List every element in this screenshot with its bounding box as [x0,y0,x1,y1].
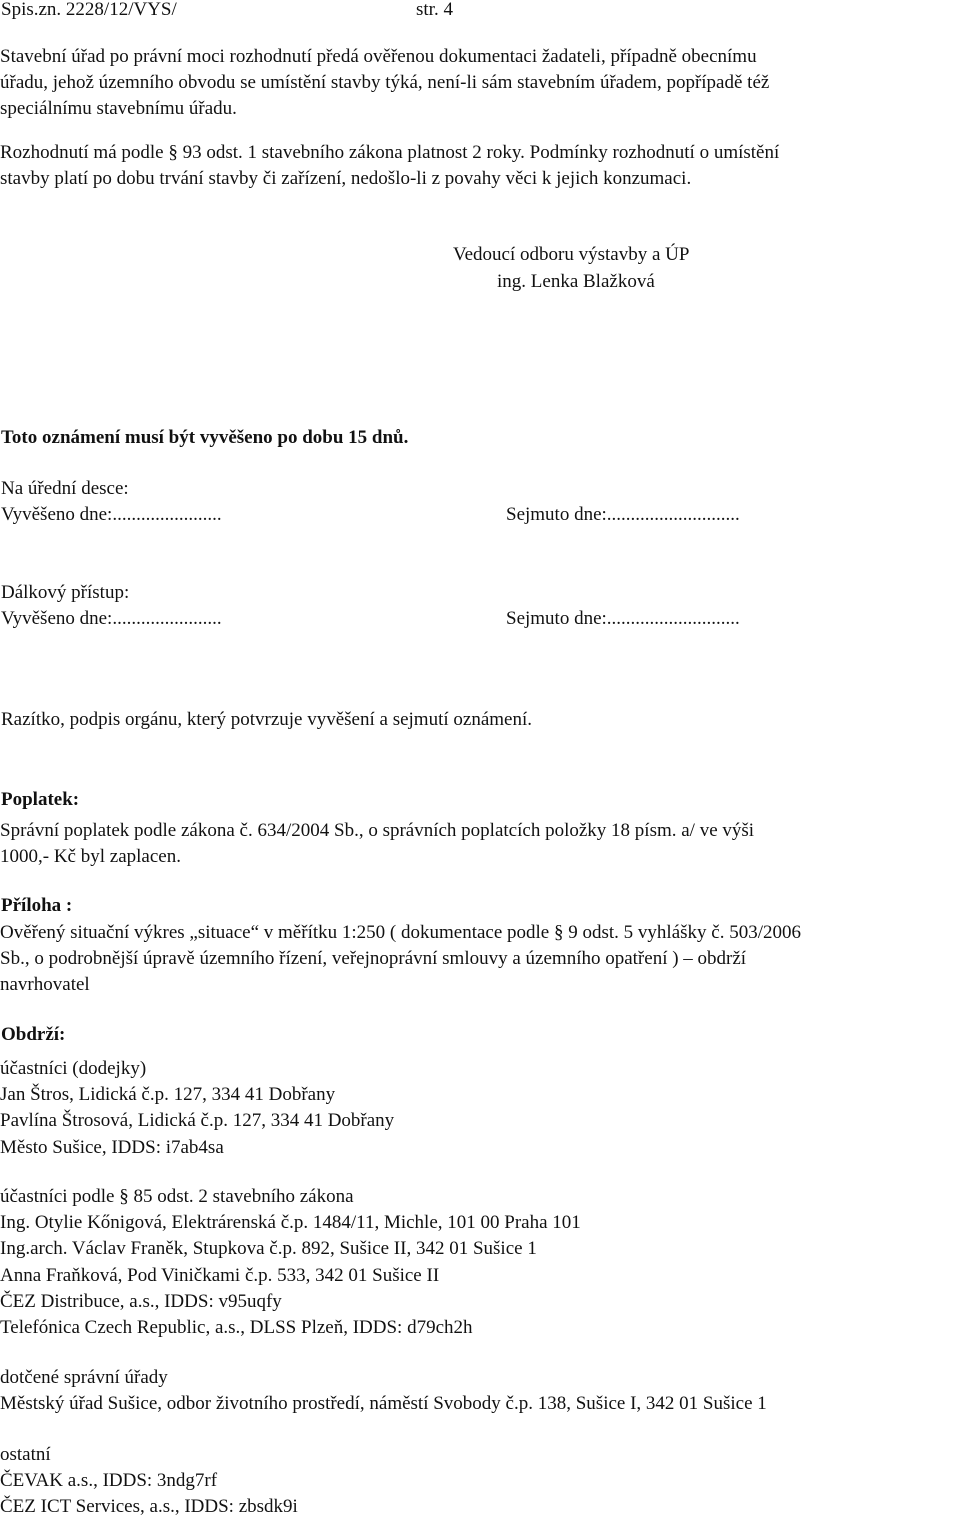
signatory-name: ing. Lenka Blažková [497,271,655,292]
text-line: 1000,- Kč byl zaplacen. [0,846,181,868]
text-line: Správní poplatek podle zákona č. 634/2004 Sb., o správních poplatcích položky 18 písm. a/ ve výši [0,820,755,841]
list-item: ČEZ Distribuce, a.s., IDDS: v95uqfy [0,1290,282,1312]
attachment-text [0,920,956,999]
remote-removed-field: Sejmuto dne:............................ [506,608,740,629]
remote-posted-field: Vyvěšeno dne:....................... [1,608,222,629]
list-item: Telefónica Czech Republic, a.s., DLSS Plzeň, IDDS: d79ch2h [0,1317,473,1339]
recipients-heading: Obdrží: [1,1024,66,1045]
signatory-role: Vedoucí odboru výstavby a ÚP [453,244,690,265]
list-item: ČEZ ICT Services, a.s., IDDS: zbsdk9i [0,1496,298,1518]
list-item: Město Sušice, IDDS: i7ab4sa [0,1136,224,1158]
stamp-signature-line: Razítko, podpis orgánu, který potvrzuje vyvěšení a sejmutí oznámení. [1,709,532,730]
recipients-authorities [0,1365,956,1417]
remote-label: Dálkový přístup: [1,582,130,603]
group-label: dotčené správní úřady [0,1367,168,1388]
notice-heading: Toto oznámení musí být vyvěšeno po dobu 15 dnů. [1,427,409,448]
recipients-parties [0,1056,956,1161]
fee-text [0,818,956,870]
page-number: str. 4 [416,0,453,20]
board-label: Na úřední desce: [1,478,129,499]
attachment-heading: Příloha : [1,895,73,916]
fee-heading: Poplatek: [1,789,80,810]
text-line: Ověřený situační výkres „situace“ v měřítku 1:250 ( dokumentace podle § 9 odst. 5 vyhlášky č. 503/2006 [0,922,801,943]
group-label: účastníci podle § 85 odst. 2 stavebního zákona [0,1186,354,1207]
text-line: Rozhodnutí má podle § 93 odst. 1 stavebního zákona platnost 2 roky. Podmínky rozhodnutí o umístění [0,142,780,163]
list-item: Anna Fraňková, Pod Viničkami č.p. 533, 342 01 Sušice II [0,1264,440,1286]
text-line: speciálnímu stavebnímu úřadu. [0,98,237,120]
recipients-section85 [0,1184,956,1341]
list-item: ČEVAK a.s., IDDS: 3ndg7rf [0,1470,218,1492]
text-line: úřadu, jehož územního obvodu se umístění stavby týká, není-li sám stavebním úřadem, popřípadě též [0,72,770,94]
board-removed-field: Sejmuto dne:............................ [506,504,740,525]
file-reference: Spis.zn. 2228/12/VYS/ [1,0,177,20]
text-line: Sb., o podrobnější úpravě územního řízení, veřejnoprávní smlouvy a územního opatření ) – obdrží [0,948,747,970]
list-item: Ing. Otylie Kőnigová, Elektrárenská č.p. 1484/11, Michle, 101 00 Praha 101 [0,1212,581,1234]
list-item: Pavlína Štrosová, Lidická č.p. 127, 334 41 Dobřany [0,1110,395,1132]
text-line: stavby platí po dobu trvání stavby či zařízení, nedošlo-li z povahy věci k jejich konzumaci. [0,168,692,190]
board-posted-field: Vyvěšeno dne:....................... [1,504,222,525]
paragraph-validity [0,140,956,192]
paragraph-delivery [0,44,956,123]
list-item: Jan Štros, Lidická č.p. 127, 334 41 Dobřany [0,1084,336,1106]
text-line: Stavební úřad po právní moci rozhodnutí předá ověřenou dokumentaci žadateli, případně obecnímu [0,46,757,67]
group-label: ostatní [0,1444,51,1465]
list-item: Městský úřad Sušice, odbor životního prostředí, náměstí Svobody č.p. 138, Sušice I, 342 01 Sušice 1 [0,1393,767,1415]
recipients-other [0,1442,956,1521]
text-line: navrhovatel [0,974,90,996]
list-item: Ing.arch. Václav Franěk, Stupkova č.p. 892, Sušice II, 342 01 Sušice 1 [0,1238,537,1260]
group-label: účastníci (dodejky) [0,1058,147,1079]
